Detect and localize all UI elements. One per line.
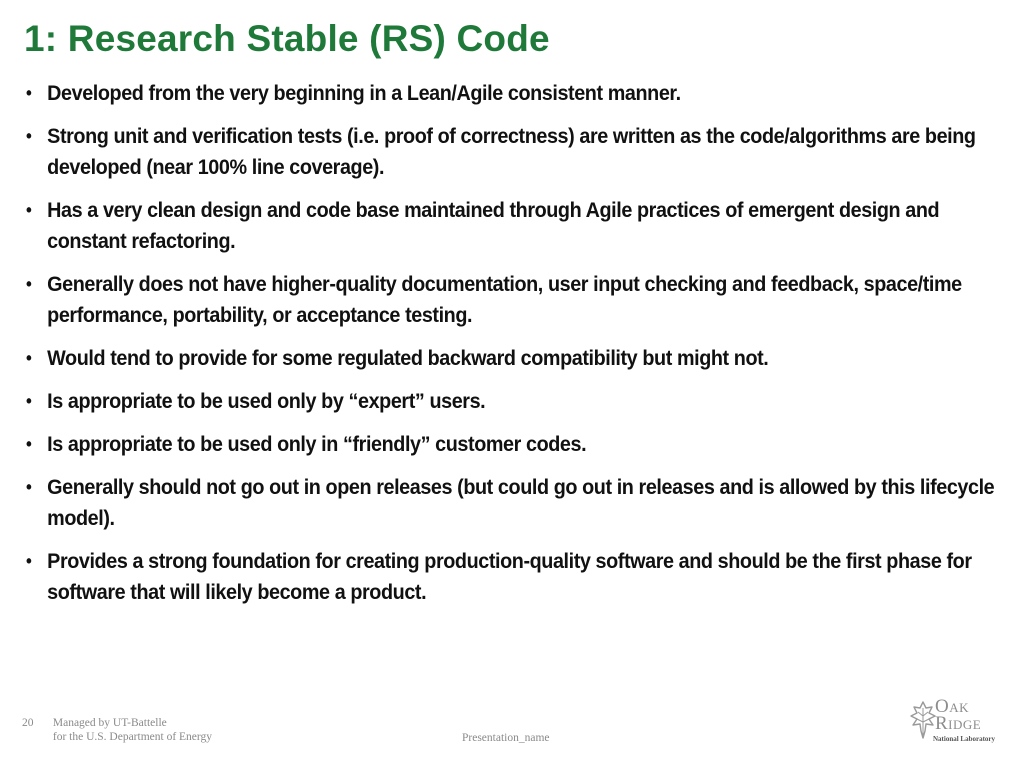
bullet-marker: • — [26, 274, 32, 294]
bullet-text: Strong unit and verification tests (i.e. proof of correctness) are written as the code/algorithms are being developed (near 100% line coverage). — [47, 124, 976, 179]
bullet-marker: • — [26, 477, 32, 497]
bullet-item — [26, 121, 995, 183]
bullet-marker: • — [26, 391, 32, 411]
bullet-text: Has a very clean design and code base maintained through Agile practices of emergent design and constant refactoring. — [47, 198, 940, 253]
bullet-item — [26, 429, 995, 460]
bullet-item — [26, 269, 995, 331]
footer-left — [22, 716, 212, 744]
bullet-item — [26, 472, 995, 534]
bullet-text: Generally should not go out in open releases (but could go out in releases and is allowed by this lifecycle model). — [47, 475, 995, 530]
slide-title: 1: Research Stable (RS) Code — [24, 18, 550, 59]
bullet-text: Is appropriate to be used only by “expert” users. — [47, 389, 486, 413]
bullet-list — [26, 78, 994, 620]
logo-subtitle: National Laboratory — [933, 735, 996, 743]
bullet-marker: • — [26, 83, 32, 103]
logo-line-1: Oak — [935, 696, 969, 717]
bullet-item — [26, 343, 995, 374]
bullet-text: Provides a strong foundation for creating production-quality software and should be the first phase for software that will likely become a product. — [47, 549, 972, 604]
managed-line-1: Managed by UT-Battelle — [52, 717, 167, 729]
bullet-text: Generally does not have higher-quality documentation, user input checking and feedback, space/time performance, portability, or acceptance testing. — [47, 272, 962, 327]
bullet-marker: • — [26, 434, 32, 454]
oak-ridge-logo — [909, 698, 1001, 748]
bullet-marker: • — [26, 200, 32, 220]
logo-line-2: Ridge — [935, 713, 982, 734]
managed-line-2: for the U.S. Department of Energy — [52, 731, 213, 743]
bullet-item — [26, 546, 995, 608]
bullet-item — [26, 386, 995, 417]
bullet-text: Would tend to provide for some regulated backward compatibility but might not. — [47, 346, 769, 370]
bullet-item — [26, 195, 995, 257]
bullet-marker: • — [26, 126, 32, 146]
oak-leaf-icon — [909, 700, 937, 740]
managed-by-text — [53, 716, 212, 744]
page-number: 20 — [22, 717, 34, 729]
bullet-marker: • — [26, 348, 32, 368]
presentation-name: Presentation_name — [462, 732, 550, 744]
bullet-marker: • — [26, 551, 32, 571]
bullet-text: Is appropriate to be used only in “friendly” customer codes. — [47, 432, 587, 456]
logo-wordmark — [935, 698, 981, 732]
bullet-item — [26, 78, 995, 109]
bullet-text: Developed from the very beginning in a Lean/Agile consistent manner. — [47, 81, 681, 105]
